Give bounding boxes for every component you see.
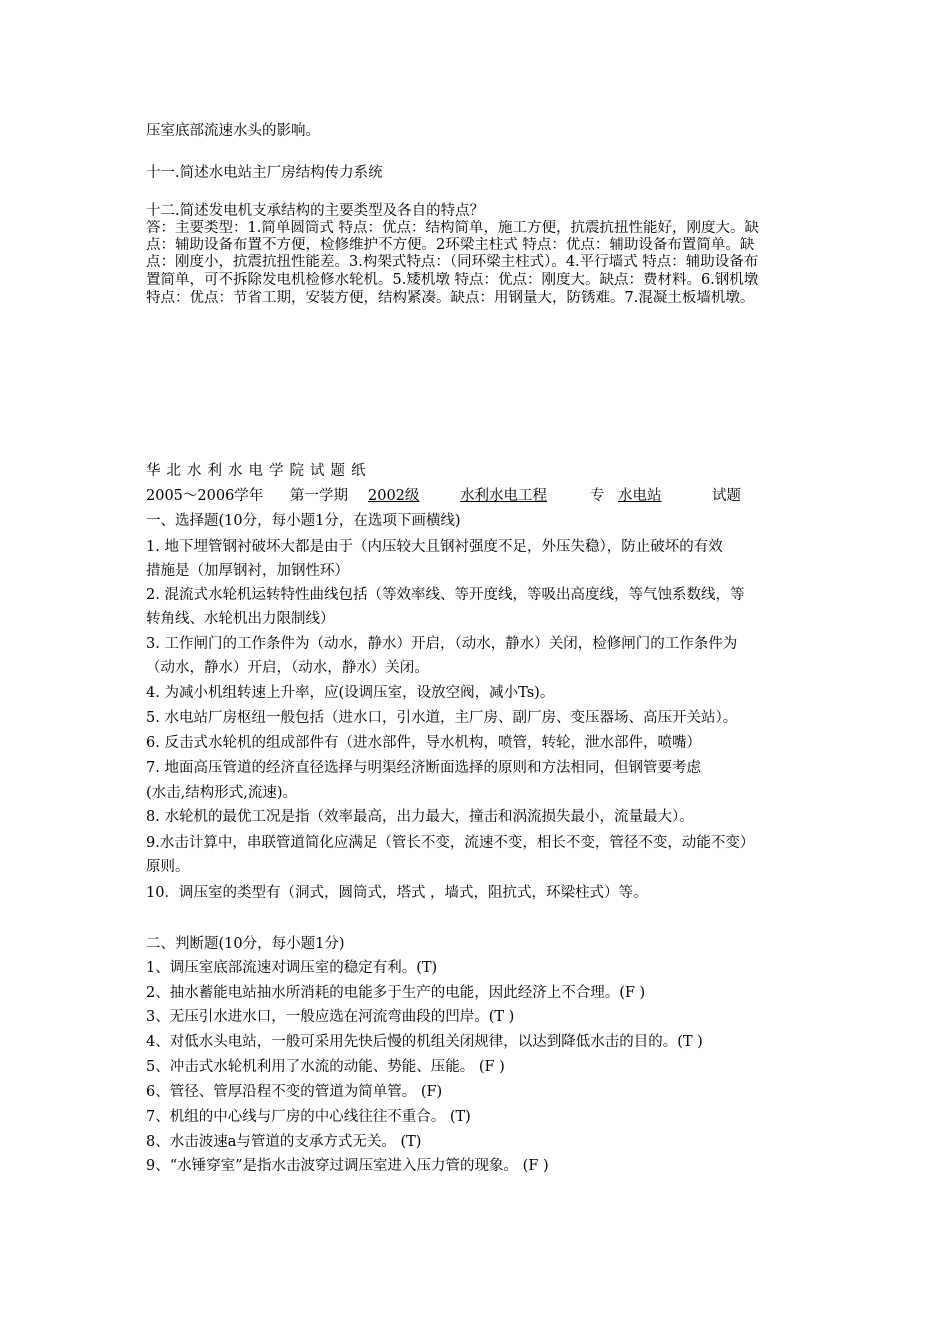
section-2-line: 7、机组的中心线与厂房的中心线往往不重合。 (T) bbox=[146, 1109, 471, 1125]
answer-12-line: 点：辅助设备布置不方便，检修维护不方便。2环梁主柱式 特点：优点：辅助设备布置简单。缺 bbox=[146, 237, 755, 253]
section-1-title: 一、选择题(10分，每小题1分，在选项下画横线) bbox=[146, 513, 461, 529]
answer-12-line: 特点：优点：节省工期，安装方便，结构紧凑。缺点：用钢量大，防锈难。7.混凝土板墙机墩。 bbox=[146, 290, 755, 306]
section-2-line: 5、冲击式水轮机利用了水流的动能、势能、压能。 (F ) bbox=[146, 1059, 505, 1075]
section-1-line: （动水，静水）开启，（动水，静水）关闭。 bbox=[146, 660, 429, 676]
section-1-line: 10．调压室的类型有（洞式，圆筒式，塔式 ，墙式，阻抗式，环梁柱式）等。 bbox=[146, 885, 648, 901]
section-2-line: 1、调压室底部流速对调压室的稳定有利。(T) bbox=[146, 960, 438, 976]
answer-12-line: 答：主要类型：1.简单圆筒式 特点：优点：结构简单，施工方便，抗震抗扭性能好，刚度大。缺 bbox=[146, 220, 759, 236]
question-11: 十一.简述水电站主厂房结构传力系统 bbox=[146, 165, 383, 181]
section-2-line: 6、管径、管厚沿程不变的管道为简单管。 (F) bbox=[146, 1084, 443, 1100]
section-1-line: 转角线、水轮机出力限制线） bbox=[146, 611, 335, 627]
course: 水电站 bbox=[618, 488, 662, 504]
section-1-line: 原则。 bbox=[146, 859, 190, 875]
question-12: 十二.简述发电机支承结构的主要类型及各自的特点？ bbox=[146, 203, 485, 219]
section-2-line: 8、水击波速a与管道的支承方式无关。 (T) bbox=[146, 1134, 422, 1150]
exam-header-row bbox=[146, 487, 816, 507]
term: 第一学期 bbox=[290, 488, 348, 504]
academic-year: 2005～2006学年 bbox=[146, 488, 264, 504]
section-2-line: 9、“水锤穿室”是指水击波穿过调压室进入压力管的现象。 (F ) bbox=[146, 1158, 549, 1174]
grade: 2002级 bbox=[368, 488, 420, 504]
major-suffix: 专 bbox=[590, 488, 605, 504]
answer-12-line: 置简单，可不拆除发电机检修水轮机。5.矮机墩 特点：优点：刚度大。缺点：费材料。6.钢机墩 bbox=[146, 272, 759, 288]
section-1-line: (水击,结构形式,流速)。 bbox=[146, 785, 298, 801]
section-2-title: 二、判断题(10分，每小题1分) bbox=[146, 936, 345, 952]
section-1-line: 3. 工作闸门的工作条件为（动水，静水）开启，（动水，静水）关闭，检修闸门的工作条件为 bbox=[146, 636, 738, 652]
course-suffix: 试题 bbox=[712, 488, 741, 504]
answer-12-line: 点：刚度小，抗震抗扭性能差。3.构架式特点：（同环梁主柱式）。4.平行墙式 特点：辅助设备布 bbox=[146, 254, 759, 270]
section-1-line: 4. 为减小机组转速上升率，应(设调压室，设放空阀，减小Ts)。 bbox=[146, 685, 555, 701]
major: 水利水电工程 bbox=[460, 488, 547, 504]
section-2-line: 3、无压引水进水口，一般应选在河流弯曲段的凹岸。(T ) bbox=[146, 1009, 515, 1025]
section-1-line: 9.水击计算中，串联管道简化应满足（管长不变，流速不变，相长不变，管径不变，动能不变） bbox=[146, 835, 755, 851]
section-2-line: 2、抽水蓄能电站抽水所消耗的电能多于生产的电能，因此经济上不合理。(F ) bbox=[146, 985, 646, 1001]
section-1-line: 8. 水轮机的最优工况是指（效率最高，出力最大，撞击和涡流损失最小，流量最大）。 bbox=[146, 809, 694, 825]
section-1-line: 2. 混流式水轮机运转特性曲线包括（等效率线、等开度线，等吸出高度线，等气蚀系数线，等 bbox=[146, 587, 745, 603]
section-1-line: 1. 地下埋管钢衬破坏大都是由于（内压较大且钢衬强度不足，外压失稳），防止破坏的有效 bbox=[146, 539, 723, 555]
exam-paper-title: 华北水利水电学院试题纸 bbox=[146, 463, 372, 479]
section-2-line: 4、对低水头电站，一般可采用先快后慢的机组关闭规律，以达到降低水击的目的。(T ) bbox=[146, 1034, 703, 1050]
section-1-line: 7. 地面高压管道的经济直径选择与明渠经济断面选择的原则和方法相同，但钢管要考虑 bbox=[146, 760, 701, 776]
section-1-line: 5. 水电站厂房枢纽一般包括（进水口，引水道，主厂房、副厂房、变压器场、高压开关站）。 bbox=[146, 710, 738, 726]
continued-text: 压室底部流速水头的影响。 bbox=[146, 123, 320, 139]
section-1-line: 6. 反击式水轮机的组成部件有（进水部件，导水机构，喷管，转轮，泄水部件，喷嘴） bbox=[146, 735, 701, 751]
section-1-line: 措施是（加厚钢衬，加钢性环） bbox=[146, 563, 349, 579]
